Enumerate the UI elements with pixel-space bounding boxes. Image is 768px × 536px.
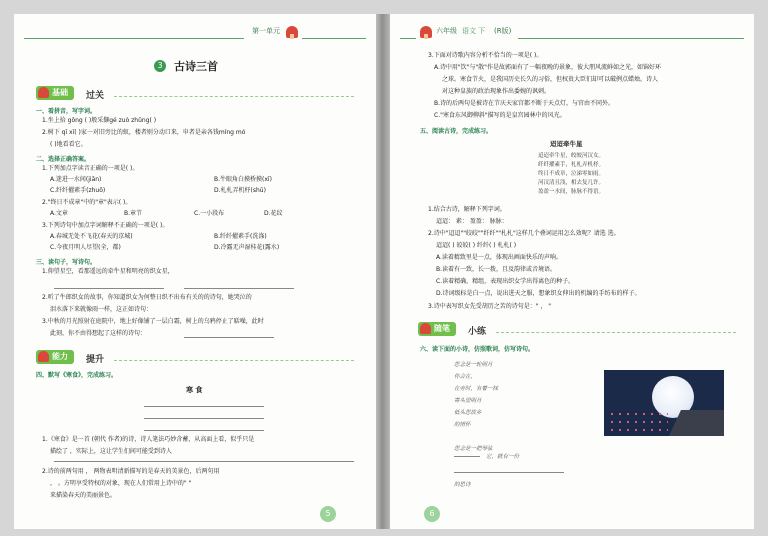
s4-q2: 2.诗的前两句用 ， 两物表明清新描写的是春天的美景色，后两句用 xyxy=(42,468,220,475)
r-q3-b: B.诗的后两句是被诗在节庆天家宫都不断于天点灯，与官由不同外。 xyxy=(434,100,615,107)
right-header xyxy=(390,24,754,40)
left-header-title: 第一单元 xyxy=(252,27,280,35)
s2-q2-b: B.章节 xyxy=(124,210,143,217)
left-header xyxy=(14,24,376,40)
right-header-subject: 语文 下 xyxy=(462,27,486,35)
badge-basic-suffix: 过关 xyxy=(86,91,105,101)
section-6-title: 六、读下面的小诗，仿照歌词，仿写诗句。 xyxy=(420,346,535,353)
handwritten-line: 思念是一轮明月 xyxy=(454,362,493,368)
badge-basic xyxy=(36,86,74,100)
right-page xyxy=(390,14,754,529)
left-page xyxy=(14,14,376,529)
badge-note-suffix: 小练 xyxy=(468,327,487,337)
r5-q2-d: D.诗词级标是白一点，说出进天之服，想象织女伸出的机编的手纺布的样子。 xyxy=(436,290,641,297)
badge-ability-label: 能力 xyxy=(52,352,68,361)
mushroom-icon xyxy=(420,26,432,38)
handwritten-line: 思念是一把琴弦 xyxy=(454,446,493,452)
r5-q3: 3.诗中表写织女先受胡历之苦的诗句是：" ， " xyxy=(428,303,552,310)
mushroom-icon xyxy=(286,26,298,38)
answer-line[interactable] xyxy=(454,472,564,473)
section-3-title: 三、读句子，写诗句。 xyxy=(36,259,97,266)
poem2-line: 河汉清且浅，相去复几许。 xyxy=(538,180,605,186)
mushroom-icon xyxy=(420,323,431,334)
lesson-number: 3 xyxy=(154,60,166,72)
r5-q2-row: 迢迢( ) 皎皎( ) 纤纤( ) 札札( ) xyxy=(436,242,517,249)
s2-q3-b: B.纤纤擢素手(洗涤) xyxy=(214,233,267,240)
badge-ability-suffix: 提升 xyxy=(86,355,105,365)
s2-q1: 1.下列加点字读音正确的一项是( )。 xyxy=(42,165,139,172)
badge-note-label: 随笔 xyxy=(434,324,450,333)
r-q3-c: C."寒食东风御柳斜"描写的是皇宫园林中的风光。 xyxy=(434,112,566,119)
book-gutter xyxy=(376,14,390,529)
answer-line[interactable] xyxy=(144,418,264,419)
s2-q2-c: C.一小段布 xyxy=(194,210,225,217)
s2-q1-a: A.迷进一水间(jiān) xyxy=(50,176,102,183)
poem2-line: 终日不成章，泣涕零如雨。 xyxy=(538,171,605,177)
handwritten-line: 低头思故乡 xyxy=(454,410,482,416)
s2-q1-b: B.牛眼角白摸桥摸(xī) xyxy=(214,176,272,183)
r5-q1-row: 迢迢： 素： 盈盈： 脉脉： xyxy=(436,218,508,225)
s1-q2: 2.树下 qī xī( )家一对旧旁比的蚁，楼者则分动口来，申者是亲各钱míng mó xyxy=(42,129,246,136)
handwritten-line: 的情怀 xyxy=(454,422,471,428)
right-header-edition: (R版) xyxy=(494,27,512,35)
r-q3-a: A.诗中用"饮"与"散"作是故郭面有了一幅夜晚的景象，彼大朋风流鲜如之光，如锦好环 xyxy=(434,64,661,71)
mushroom-icon xyxy=(38,351,49,362)
handwritten-line: 你会在， xyxy=(454,374,477,380)
s4-q1: 1.《寒食》是一首 (朝代 作者)的诗，诗人笔法巧妙含蓄，从高面上看，似乎只是 xyxy=(42,436,255,443)
r5-q2-c: C.读着精确，精组，表现出织女学出得离色的种子。 xyxy=(436,278,575,285)
s3-q3: 3.中秋的月光照射在庭院中，地上好像铺了一层白霜，树上的乌鸦停止了聒噪，此时 xyxy=(42,318,264,325)
s2-q2-a: A.文章 xyxy=(50,210,68,217)
s4-q2c: 来描染春天的美丽景色。 xyxy=(50,492,117,499)
r-q3: 3.下面对诗歌内容分析不恰当的一项是( )。 xyxy=(428,52,543,59)
lesson-title: 古诗三首 xyxy=(174,60,218,73)
handwritten-line: 的思诗 xyxy=(454,482,471,488)
poem-title: 寒 食 xyxy=(186,386,203,394)
poem2-line: 纤纤擢素手，札札弄机杼。 xyxy=(538,162,605,168)
s3-q2: 2.听了牛郎织女的故事，你知道织女为何整日织不出布有关的的诗句，她哭泣的 xyxy=(42,294,252,301)
answer-line[interactable] xyxy=(144,406,264,407)
section-1-title: 一、看拼音，写字词。 xyxy=(36,108,97,115)
section-5-title: 五、阅读古诗，完成练习。 xyxy=(420,128,493,135)
badge-note xyxy=(418,322,456,336)
section-4-title: 四、默写《寒食》，完成练习。 xyxy=(36,372,118,379)
s3-q3b: 此刻，你不由得想起了这样的诗句： xyxy=(50,330,147,337)
s4-q1b: 描绘了 ，实际上，这让学生们间可能受到诗人 xyxy=(50,448,172,455)
s2-q1-c: C.纤纤擢素手(zhuō) xyxy=(50,187,106,194)
s3-q1: 1.仰望星空，看那遥远的牵牛星和明亮的织女星， xyxy=(42,268,174,275)
answer-line[interactable] xyxy=(144,430,264,431)
poem2-line: 迢迢牵牛星，皎皎河汉女。 xyxy=(538,153,605,159)
handwritten-line: 在旁时，有着一抹 xyxy=(454,386,499,392)
r-q3-a3: 对这种皇族的政治现象作出委婉的讽刺。 xyxy=(442,88,551,95)
moon-night-illustration xyxy=(604,370,724,436)
s3-q2b: 泪水落下来就像雨一样，这正如诗句： xyxy=(50,306,153,313)
handwritten-line: 它，就有一份 xyxy=(486,454,520,460)
r5-q1: 1.结合古诗，解释下列字词。 xyxy=(428,206,506,213)
badge-ability xyxy=(36,350,74,364)
s2-q3-c: C.今夜月明人尽望(全，都) xyxy=(50,244,121,251)
right-page-number: 6 xyxy=(424,506,440,522)
r5-q2-a: A.读着精致里是一点，体现出画面快乐的声响。 xyxy=(436,254,562,261)
r5-q2: 2.诗中"迢迢""皎皎""纤纤""札札"这样几个叠词运用怎么效呢？请选 选。 xyxy=(428,230,620,237)
s2-q3-a: A.春城无处不飞花(春天的京城) xyxy=(50,233,133,240)
s4-q2b: ， 。方明享受特权的对象，现在人们常用上诗中的" " xyxy=(50,480,192,487)
s2-q3: 3.下列诗句中加点字词解释不正确的一项是( )。 xyxy=(42,222,169,229)
poem2-line: 盈盈一水间，脉脉不得语。 xyxy=(538,189,605,195)
plum-blossom-shape xyxy=(608,410,668,434)
right-header-title: 六年级 xyxy=(436,27,457,35)
answer-line[interactable] xyxy=(454,456,480,457)
left-page-number: 5 xyxy=(320,506,336,522)
s2-q2-d: D.花纹 xyxy=(264,210,283,217)
mushroom-icon xyxy=(38,87,49,98)
r-q3-a2: 之球。寒食节火，是我国历史长久的习俗，但权贵大臣们却可以破例点蜡烛。诗人 xyxy=(442,76,659,83)
r5-q2-b: B.读着有一致，长一拨，且及韵律或音境语。 xyxy=(436,266,557,273)
s2-q2: 2."终日不成章"中的"章"表示( )。 xyxy=(42,199,132,206)
badge-basic-label: 基础 xyxy=(52,88,68,97)
s1-q2b: ( )地看看它。 xyxy=(50,141,87,148)
answer-line[interactable] xyxy=(184,288,294,289)
s2-q3-d: D.冷露无声湿桂花(露水) xyxy=(214,244,280,251)
s1-q1: 1.坐上拾 gǒng ( )般采撷gé zuò zhǔng( ) xyxy=(42,117,157,124)
answer-line[interactable] xyxy=(184,337,274,338)
poem2-title: 迢迢牵牛星 xyxy=(550,140,583,148)
section-2-title: 二、选择正确答案。 xyxy=(36,156,91,163)
answer-line[interactable] xyxy=(54,461,354,462)
answer-line[interactable] xyxy=(54,288,164,289)
s2-q1-d: D.札札弄机杼(shū) xyxy=(214,187,266,194)
handwritten-line: 寄头望明月 xyxy=(454,398,482,404)
